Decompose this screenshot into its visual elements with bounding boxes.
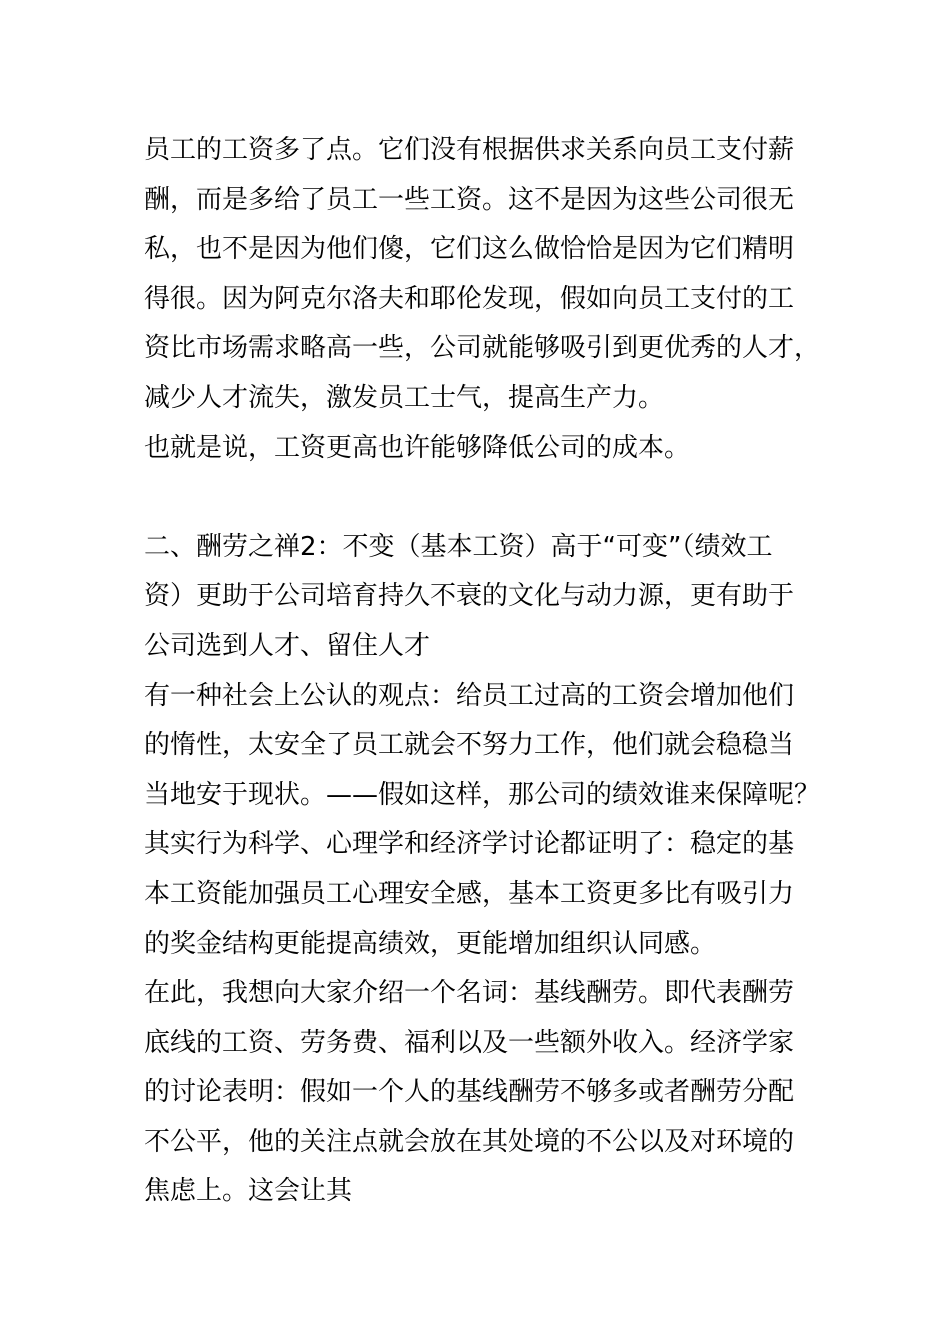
text-line: 不公平，他的关注点就会放在其处境的不公以及对环境的 [144, 1126, 795, 1157]
text-line: 有一种社会上公认的观点：给员工过高的工资会增加他们 [144, 680, 795, 711]
heading-line: 公司选到人才、留住人才 [144, 630, 431, 661]
document-body [144, 126, 821, 1217]
text-line: 焦虑上。这会让其 [144, 1176, 353, 1207]
section-heading [144, 523, 809, 672]
paragraph [144, 820, 809, 969]
text-line: 当地安于现状。——假如这样，那公司的绩效谁来保障呢？ [144, 779, 821, 810]
text-line: 其实行为科学、心理学和经济学讨论都证明了：稳定的基 [144, 829, 795, 860]
text-line: 的讨论表明：假如一个人的基线酬劳不够多或者酬劳分配 [144, 1077, 795, 1108]
text-line: 的奖金结构更能提高绩效，更能增加组织认同感。 [144, 928, 717, 959]
text-line: 也就是说，工资更高也许能够降低公司的成本。 [144, 432, 691, 463]
paragraph-spacer [144, 473, 809, 523]
text-line: 的惰性，太安全了员工就会不努力工作，他们就会稳稳当 [144, 730, 795, 761]
text-line: 得很。因为阿克尔洛夫和耶伦发现，假如向员工支付的工 [144, 283, 795, 314]
paragraph [144, 969, 809, 1217]
text-line: 底线的工资、劳务费、福利以及一些额外收入。经济学家 [144, 1027, 795, 1058]
text-line: 酬，而是多给了员工一些工资。这不是因为这些公司很无 [144, 184, 795, 215]
paragraph [144, 424, 809, 474]
heading-line: 二、酬劳之禅2：不变（基本工资）高于“可变”（绩效工 [144, 531, 773, 562]
text-line: 资比市场需求略高一些，公司就能够吸引到更优秀的人才， [144, 333, 821, 364]
paragraph [144, 126, 821, 424]
text-line: 减少人才流失，激发员工士气，提高生产力。 [144, 382, 665, 413]
text-line: 员工的工资多了点。它们没有根据供求关系向员工支付薪 [144, 135, 795, 165]
text-line: 在此，我想向大家介绍一个名词：基线酬劳。即代表酬劳 [144, 978, 795, 1009]
text-line: 私，也不是因为他们傻，它们这么做恰恰是因为它们精明 [144, 234, 795, 265]
paragraph [144, 672, 821, 821]
heading-line: 资）更助于公司培育持久不衰的文化与动力源，更有助于 [144, 581, 795, 612]
text-line: 本工资能加强员工心理安全感，基本工资更多比有吸引力 [144, 878, 795, 909]
